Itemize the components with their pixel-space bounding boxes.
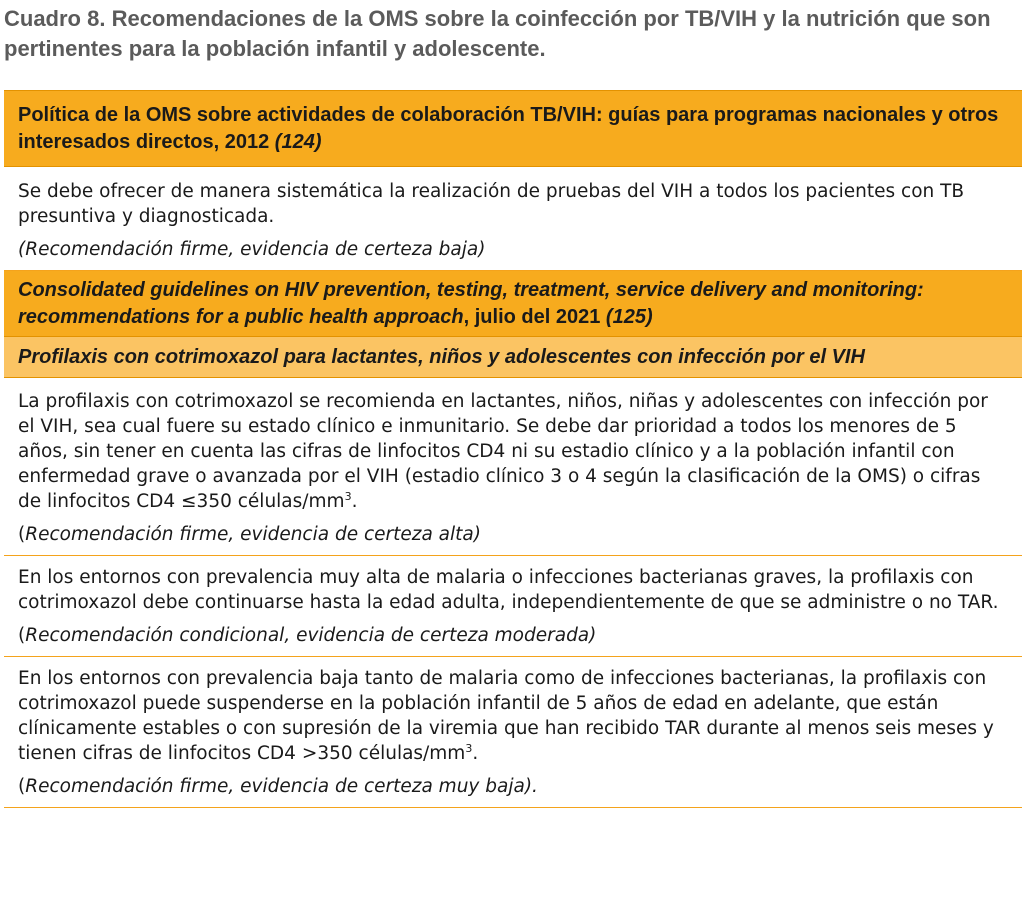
reference-number: (125) [605,306,653,328]
recommendation-cell [4,556,1022,657]
recommendation-strength: (Recomendación firme, evidencia de certeza alta) [18,524,481,545]
recommendation-strength: (Recomendación firme, evidencia de certeza baja) [18,239,486,260]
section-header-tb-hiv [4,90,1022,167]
guideline-date: , julio del 2021 [463,306,606,328]
guideline-title: Consolidated guidelines on HIV prevention, testing, treatment, service delivery and monitoring: recommendations for a public health approach [18,279,924,328]
recommendation-strength: (Recomendación firme, evidencia de certeza muy baja). [18,776,538,797]
section-header-text: Política de la OMS sobre actividades de colaboración TB/VIH: guías para programas nacionales y otros interesados directos, 2012 [18,104,999,153]
recommendation-cell [4,657,1022,808]
recommendation-strength: (Recomendación condicional, evidencia de certeza moderada) [18,625,597,646]
recommendation-text: En los entornos con prevalencia muy alta de malaria o infecciones bacterianas graves, la profilaxis con cotrimoxazol debe continuarse hasta la edad adulta, independientemente de que se administre o no TAR. [18,567,999,613]
table-title: Cuadro 8. Recomendaciones de la OMS sobre la coinfección por TB/VIH y la nutrición que son pertinentes para la población infantil y adolescente. [4,6,991,61]
superscript: 3 [465,741,473,755]
recommendation-text: En los entornos con prevalencia baja tanto de malaria como de infecciones bacterianas, la profilaxis con cotrimoxazol puede suspenderse en la población infantil de 5 años de edad en adelante, que están clínicamente estables o con supresión de la viremia que han recibido TAR durante al menos seis meses y tienen cifras de linfocitos CD4 >350 células/$mm^3$. [18,668,994,764]
section-header-hiv-guidelines [4,271,1022,337]
recommendation-cell [4,378,1022,556]
subsection-header: Profilaxis con cotrimoxazol para lactantes, niños y adolescentes con infección por el VIH [4,337,1022,378]
recommendation-text: La profilaxis con cotrimoxazol se recomienda en lactantes, niños, niñas y adolescentes con infección por el VIH, sea cual fuere su estado clínico e inmunitario. Se debe dar prioridad a todos los menores de 5 años, sin tener en cuenta las cifras de linfocitos CD4 ni su estadio clínico y a la población infantil con enfermedad grave o avanzada por el VIH (estadio clínico 3 o 4 según la clasificación de la OMS) o cifras de linfocitos CD4 ≤350 células/$mm^3$. [18,391,988,512]
superscript: 3 [344,489,352,503]
reference-number: (124) [274,131,322,153]
recommendation-text: Se debe ofrecer de manera sistemática la realización de pruebas del VIH a todos los pacientes con TB presuntiva y diagnosticada. [18,181,965,227]
recommendations-table [4,90,1022,808]
recommendation-cell [4,167,1022,271]
